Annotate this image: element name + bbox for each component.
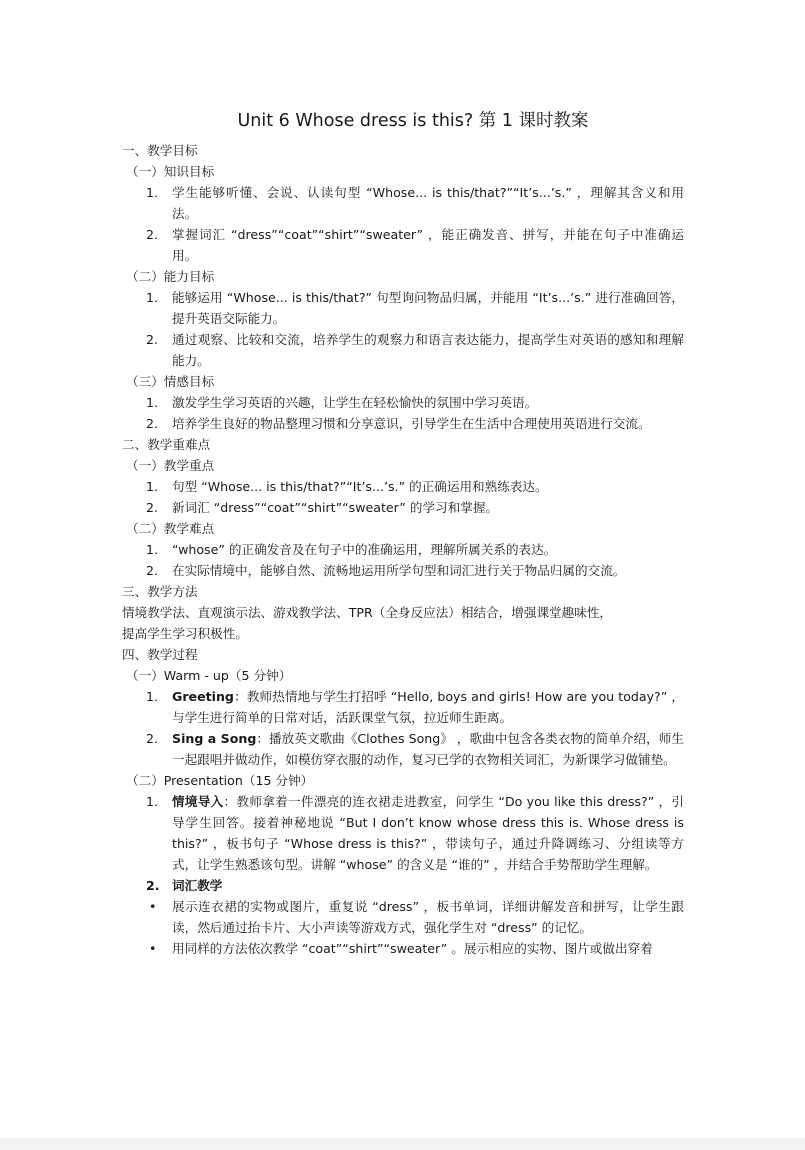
list-number: 1. [146,290,159,305]
list-item-text: ：教师热情地与学生打招呼 “Hello, boys and girls! How are you today?” ，与学生进行简单的日常对话，活跃课堂气氛，拉近师生距离。 [172,689,684,725]
list-number: 1. [146,395,159,410]
list-item [122,497,684,518]
section-key-difficult-points: 二、教学重难点 [122,437,211,452]
list-item-text: 句型 “Whose... is this/that?”“It’s...’s.” 的正确运用和熟练表达。 [172,479,548,494]
list-item [122,329,684,371]
list-number: 2. [146,500,159,515]
list-item [122,560,684,581]
list-item [122,224,684,266]
list-item-text: 词汇教学 [172,878,223,893]
list-number: 2. [146,731,159,746]
list-item-text: 激发学生学习英语的兴趣，让学生在轻松愉快的氛围中学习英语。 [172,395,538,410]
list-item-lead: Greeting [172,689,234,704]
list-number: 2. [146,416,159,431]
bullet-text: 展示连衣裙的实物或图片，重复说 “dress” ，板书单词，详细讲解发音和拼写，让学生跟读，然后通过抬卡片、大小声读等游戏方式，强化学生对 “dress” 的记忆。 [172,899,684,935]
list-item-text: 在实际情境中，能够自然、流畅地运用所学句型和词汇进行关于物品归属的交流。 [172,563,626,578]
list-item [122,392,684,413]
list-item [122,476,684,497]
list-item-text: 掌握词汇 “dress”“coat”“shirt”“sweater” ，能正确发音、拼写，并能在句子中准确运用。 [172,227,684,263]
bullet-item [122,938,684,959]
list-number: 1. [146,185,159,200]
section-teaching-objectives: 一、教学目标 [122,143,198,158]
list-item-text: 通过观察、比较和交流，培养学生的观察力和语言表达能力，提高学生对英语的感知和理解能力。 [172,332,684,368]
list-item [122,686,684,728]
list-number: 1. [146,794,159,809]
list-item-text: 能够运用 “Whose... is this/that?” 句型询问物品归属，并能用 “It’s...’s.” 进行准确回答，提升英语交际能力。 [172,290,684,326]
subsection-emotion: （三）情感目标 [126,374,215,389]
list-number: 1. [146,542,159,557]
list-number: 2. [146,563,159,578]
subsection-difficult-points: （二）教学难点 [126,521,215,536]
subsection-knowledge: （一）知识目标 [126,164,215,179]
page-title: Unit 6 Whose dress is this? 第 1 课时教案 [237,111,589,131]
list-item [122,539,684,560]
list-item-text: 培养学生良好的物品整理习惯和分享意识，引导学生在生活中合理使用英语进行交流。 [172,416,651,431]
list-item-text: 新词汇 “dress”“coat”“shirt”“sweater” 的学习和掌握。 [172,500,499,515]
list-number: 1. [146,689,159,704]
section-teaching-process: 四、教学过程 [122,647,198,662]
bullet-icon: • [149,899,157,914]
methods-paragraph-line: 情境教学法、直观演示法、游戏教学法、TPR（全身反应法）相结合，增强课堂趣味性， [122,605,613,620]
list-item-lead: Sing a Song [172,731,257,746]
subsection-warm-up: （一）Warm - up（5 分钟） [126,668,292,683]
list-item-text: ：教师拿着一件漂亮的连衣裙走进教室，问学生 “Do you like this dress?” ，引导学生回答。接着神秘地说 “But I don’t know whose dress this is. Whose dress is this?” ，板书句子 “Whose dress is this?” ，带读句子，通过升降调练习、分组读等方式，让学生熟悉该句型。讲解 “whose” 的含义是 “谁的” ，并结合手势帮助学生理解。 [172,794,684,872]
list-item-lead: 情境导入 [172,794,224,809]
list-number: 1. [146,479,159,494]
subsection-ability: （二）能力目标 [126,269,215,284]
list-item [122,791,684,875]
list-number: 2. [146,878,160,893]
list-number: 2. [146,227,159,242]
bullet-item [122,896,684,938]
bullet-icon: • [149,941,157,956]
bullet-text: 用同样的方法依次教学 “coat”“shirt”“sweater” 。展示相应的实物、图片或做出穿着 [172,941,653,956]
list-item [122,287,684,329]
list-item [122,182,684,224]
list-item [122,728,684,770]
list-item-vocab-heading [122,875,684,896]
list-item-text: “whose” 的正确发音及在句子中的准确运用，理解所属关系的表达。 [172,542,557,557]
document-body [122,106,684,959]
list-number: 2. [146,332,159,347]
methods-paragraph-line: 提高学生学习积极性。 [122,626,248,641]
list-item-text: ：播放英文歌曲《Clothes Song》 ，歌曲中包含各类衣物的简单介绍，师生一起跟唱并做动作，如模仿穿衣服的动作，复习已学的衣物相关词汇，为新课学习做铺垫。 [172,731,684,767]
list-item-text: 学生能够听懂、会说、认读句型 “Whose... is this/that?”“It’s...’s.” ，理解其含义和用法。 [172,185,684,221]
subsection-key-points: （一）教学重点 [126,458,215,473]
section-teaching-methods: 三、教学方法 [122,584,198,599]
subsection-presentation: （二）Presentation（15 分钟） [126,773,314,788]
list-item [122,413,684,434]
